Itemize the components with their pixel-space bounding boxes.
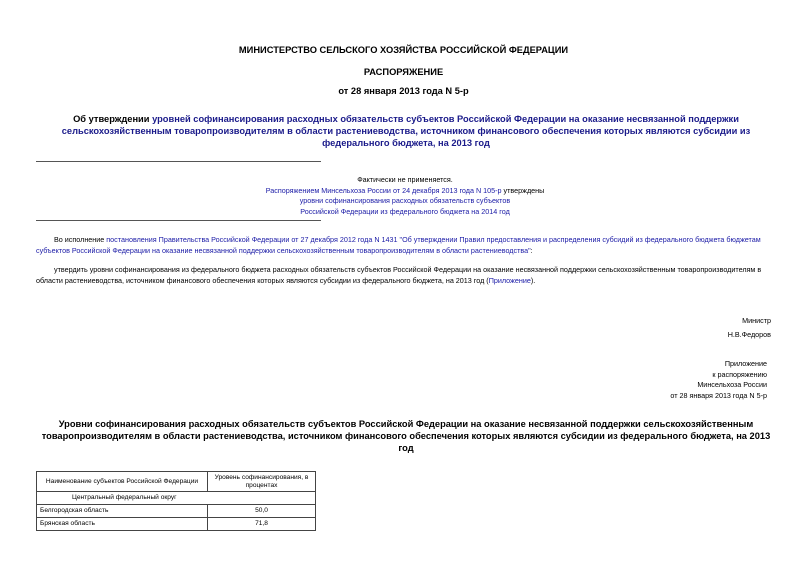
notice-after-link: утверждены <box>501 185 545 195</box>
notice-block <box>200 175 610 217</box>
notice-link[interactable]: Распоряжением Минсельхоза России от 24 декабря 2013 года N 105-р <box>265 185 502 195</box>
signature-block <box>728 316 771 340</box>
document-type: РАСПОРЯЖЕНИЕ <box>363 67 444 77</box>
appendix-title: Уровни софинансирования расходных обязательств субъектов Российской Федерации на оказание несвязанной поддержки сельскохозяйственным товаропроизводителям в области растениеводства, источником финансового обеспечения которых являются субсидии из федерального бюджета, на 2013 год <box>41 419 771 453</box>
region-name: Белгородская область <box>37 505 208 518</box>
signature-position: Министр <box>742 316 771 325</box>
title-link[interactable]: уровней софинансирования расходных обязательств субъектов Российской Федерации на оказание несвязанной поддержки сельскохозяйственным товаропроизводителям в области растениеводства, источником финансового обеспечения которых являются субсидии из федерального бюджета, на 2013 год <box>61 114 751 148</box>
region-level: 50,0 <box>208 505 316 518</box>
appendix-link[interactable]: Приложение <box>488 275 531 285</box>
notice-line-2 <box>200 186 610 197</box>
table-group-row <box>37 492 316 505</box>
para2-suffix: ). <box>530 275 536 285</box>
appendix-line-2: к распоряжению <box>712 369 767 379</box>
notice-line-4: Российской Федерации из федерального бюджета на 2014 год <box>300 206 510 216</box>
title-prefix: Об утверждении <box>73 114 153 124</box>
appendix-line-3: Минсельхоза России <box>697 380 767 389</box>
column-header-subject: Наименование субъектов Российской Федерации <box>37 472 208 492</box>
signature-name: Н.В.Федоров <box>727 329 771 339</box>
document-date-number: от 28 января 2013 года N 5-р <box>338 86 469 96</box>
document-title <box>36 113 776 149</box>
table-row <box>37 505 316 518</box>
appendix-line-1: Приложение <box>724 359 767 368</box>
appendix-header <box>670 359 767 401</box>
column-header-level: Уровень софинансирования, в процентах <box>208 472 316 492</box>
region-level: 71,8 <box>208 518 316 531</box>
paragraph-2 <box>36 265 772 286</box>
notice-line-1: Фактически не применяется. <box>357 175 453 184</box>
paragraph-1 <box>36 235 772 256</box>
notice-line-3: уровни софинансирования расходных обязательств субъектов <box>299 196 511 205</box>
federal-district-label: Центральный федеральный округ <box>37 492 316 505</box>
ministry-heading: МИНИСТЕРСТВО СЕЛЬСКОГО ХОЗЯЙСТВА РОССИЙСКОЙ ФЕДЕРАЦИИ <box>238 45 569 55</box>
cofinancing-table <box>36 471 316 531</box>
table-row <box>37 518 316 531</box>
table-header-row <box>37 472 316 492</box>
decree-link[interactable]: постановления Правительства Российской Федерации от 27 декабря 2012 года N 1431 "Об утверждении Правил предоставления и распределения субсидий из федерального бюджета бюджетам субъектов Российской Федерации на оказание несвязанной поддержки сельскохозяйственным товаропроизводителям в области растениеводства" <box>36 235 761 255</box>
para1-suffix: : <box>530 245 533 255</box>
appendix-line-4: от 28 января 2013 года N 5-р <box>670 390 767 400</box>
divider-bottom <box>36 220 321 221</box>
divider-top <box>36 161 321 162</box>
region-name: Брянская область <box>37 518 208 531</box>
para1-prefix: Во исполнение <box>54 235 107 244</box>
para2-text: утвердить уровни софинансирования из федерального бюджета расходных обязательств субъектов Российской Федерации на оказание несвязанной поддержки сельскохозяйственным товаропроизводителям в области растениеводства, источником финансового обеспечения которых являются субсидии из федерального бюджета, на 2013 год ( <box>36 265 762 285</box>
